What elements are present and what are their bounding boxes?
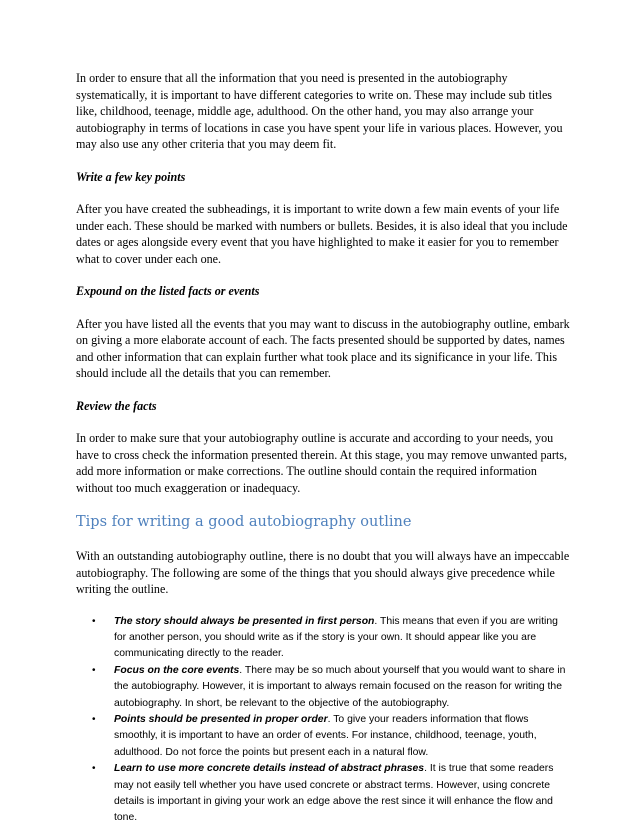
tips-list-item [76, 761, 572, 827]
tips-section-title: Tips for writing a good autobiography outline [76, 514, 412, 530]
tip-lead-text: Learn to use more concrete details instead of abstract phrases [114, 763, 425, 775]
intro-paragraph: In order to ensure that all the information that you need is presented in the autobiography systematically, it is important to have different categories to write on. These may include sub titles like, childhood, teenage, middle age, adulthood. On the other hand, you may also arrange your autobiography in terms of locations in case you have spent your life in various places. However, you may also use any other criteria that you may deem fit. [76, 71, 563, 151]
tips-list-item [76, 712, 572, 761]
bullet-icon: • [92, 664, 96, 676]
bullet-icon: • [92, 763, 96, 775]
tip-lead-text: Focus on the core events [114, 664, 240, 676]
tips-list-item [76, 663, 572, 712]
section-heading-key-points: Write a few key points [76, 169, 186, 184]
tip-body-text: . This means that even if you are writing for another person, you should write as if the story is your own. It should appear like you are communicating directly to the reader. [114, 615, 558, 660]
tips-list-item [76, 614, 572, 663]
tip-body-text: . There may be so much about yourself that you would want to share in the autobiography. However, it is important to always remain focused on the reason for writing the autobiography. In short, be relevant to the objective of the autobiography. [114, 664, 566, 709]
tips-list [76, 614, 572, 827]
section-body-expound: After you have listed all the events that you may want to discuss in the autobiography outline, embark on giving a more elaborate account of each. The facts presented should be supported by dates, names and other information that can explain further what took place and its significance in your life. This should include all the details that you can remember. [76, 316, 570, 380]
bullet-icon: • [92, 713, 96, 725]
tip-lead-text: The story should always be presented in first person [114, 615, 375, 627]
tip-lead-text: Points should be presented in proper order [114, 713, 328, 725]
section-heading-expound: Expound on the listed facts or events [76, 284, 260, 298]
tip-body-text: . To give your readers information that flows smoothly, it is important to have an order of events. For instance, childhood, teenage, youth, adulthood. Do not force the points but present each in a natural flow. [114, 713, 537, 758]
section-heading-review: Review the facts [76, 398, 157, 413]
bullet-icon: • [92, 615, 96, 627]
section-body-review: In order to make sure that your autobiography outline is accurate and according to your needs, you have to cross check the information presented therein. At this stage, you may remove unwanted parts, add more information or make corrections. The outline should contain the required information without too much exaggeration or inadequacy. [76, 431, 567, 495]
tips-intro-paragraph: With an outstanding autobiography outline, there is no doubt that you will always have an impeccable autobiography. The following are some of the things that you should always give precedence while writing the outline. [76, 549, 570, 596]
document-page [76, 70, 572, 827]
tip-body-text: . It is true that some readers may not easily tell whether you have used concrete or abstract terms. However, using concrete details is important in giving your work an edge above the rest since it will enhance the flow and tone. [114, 763, 554, 824]
section-body-key-points: After you have created the subheadings, it is important to write down a few main events of your life under each. These should be marked with numbers or bullets. Besides, it is also ideal that you include dates or ages alongside every event that you have highlighted to make it easier for you to remember what to cover under each one. [76, 202, 568, 266]
